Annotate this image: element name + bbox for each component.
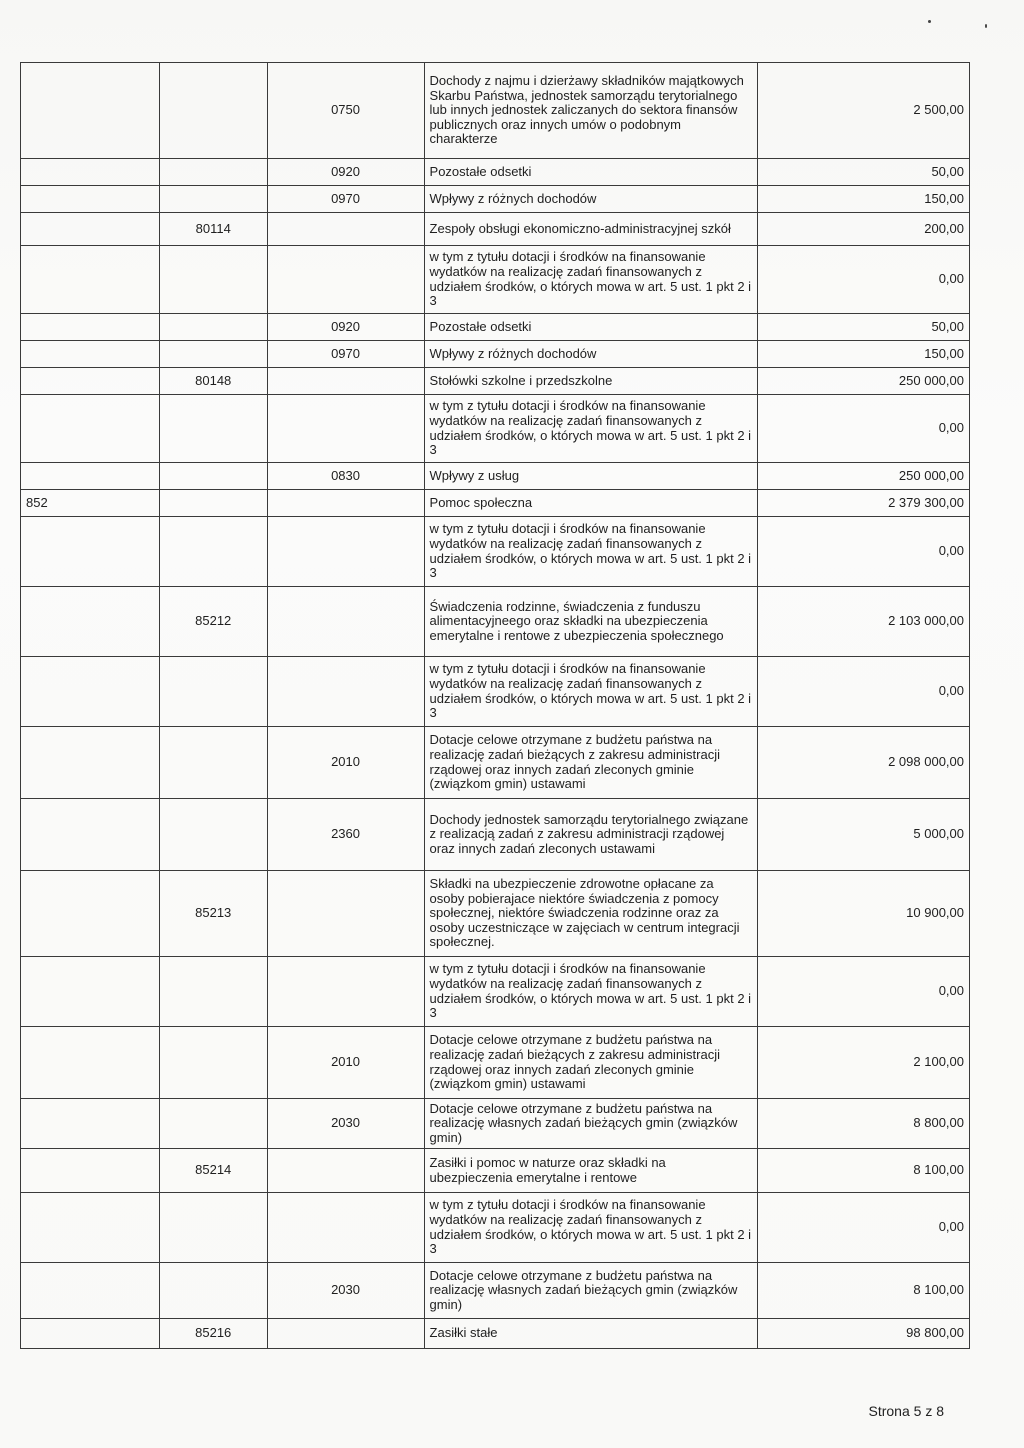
rozdzial-cell [159,1027,267,1099]
paragraf-cell [267,587,424,657]
amount-cell: 98 800,00 [757,1319,969,1349]
dzial-cell [21,799,160,871]
amount-cell: 2 500,00 [757,63,969,159]
amount-cell: 0,00 [757,1193,969,1263]
table-row [21,1149,970,1193]
table-row [21,490,970,517]
amount-cell: 50,00 [757,314,969,341]
paragraf-cell [267,1149,424,1193]
budget-income-table [20,62,970,1349]
rozdzial-cell [159,727,267,799]
paragraf-cell: 2360 [267,799,424,871]
paragraf-cell [267,1319,424,1349]
income-name-cell: Pozostałe odsetki [424,159,757,186]
scan-speck [928,20,931,23]
income-name-cell: Pomoc społeczna [424,490,757,517]
amount-cell: 0,00 [757,957,969,1027]
rozdzial-cell [159,341,267,368]
rozdzial-cell: 85216 [159,1319,267,1349]
rozdzial-cell [159,957,267,1027]
rozdzial-cell [159,799,267,871]
amount-cell: 8 800,00 [757,1099,969,1149]
rozdzial-cell [159,1263,267,1319]
paragraf-cell [267,490,424,517]
table-row [21,395,970,463]
rozdzial-cell [159,314,267,341]
dzial-cell [21,657,160,727]
amount-cell: 2 100,00 [757,1027,969,1099]
rozdzial-cell [159,186,267,213]
dzial-cell: 852 [21,490,160,517]
dzial-cell [21,314,160,341]
paragraf-cell [267,368,424,395]
rozdzial-cell [159,159,267,186]
dzial-cell [21,213,160,246]
paragraf-cell: 2030 [267,1263,424,1319]
rozdzial-cell [159,63,267,159]
paragraf-cell [267,871,424,957]
dzial-cell [21,159,160,186]
dzial-cell [21,246,160,314]
dzial-cell [21,1027,160,1099]
amount-cell: 8 100,00 [757,1149,969,1193]
table-row [21,159,970,186]
amount-cell: 250 000,00 [757,463,969,490]
amount-cell: 10 900,00 [757,871,969,957]
income-name-cell: Zespoły obsługi ekonomiczno-administracyjnej szkół [424,213,757,246]
paragraf-cell: 2010 [267,1027,424,1099]
income-name-cell: Pozostałe odsetki [424,314,757,341]
income-name-cell: Stołówki szkolne i przedszkolne [424,368,757,395]
table-row [21,213,970,246]
table-row [21,1027,970,1099]
dzial-cell [21,1149,160,1193]
rozdzial-cell [159,490,267,517]
amount-cell: 5 000,00 [757,799,969,871]
dzial-cell [21,1263,160,1319]
dzial-cell [21,957,160,1027]
paragraf-cell: 0970 [267,341,424,368]
rozdzial-cell: 80114 [159,213,267,246]
income-name-cell: Dotacje celowe otrzymane z budżetu państwa na realizację własnych zadań bieżących gmin (związków gmin) [424,1099,757,1149]
rozdzial-cell [159,517,267,587]
income-name-cell: w tym z tytułu dotacji i środków na finansowanie wydatków na realizację zadań finansowanych z udziałem środków, o których mowa w art. 5 ust. 1 pkt 2 i 3 [424,395,757,463]
dzial-cell [21,871,160,957]
dzial-cell [21,463,160,490]
dzial-cell [21,587,160,657]
amount-cell: 2 098 000,00 [757,727,969,799]
amount-cell: 2 379 300,00 [757,490,969,517]
table-row [21,63,970,159]
dzial-cell [21,368,160,395]
paragraf-cell: 0920 [267,314,424,341]
rozdzial-cell [159,246,267,314]
income-name-cell: Składki na ubezpieczenie zdrowotne opłacane za osoby pobierajace niektóre świadczenia z pomocy społecznej, niektóre świadczenia rodzinne oraz za osoby uczestniczące w zajęciach w centrum integracji społecznej. [424,871,757,957]
dzial-cell [21,1099,160,1149]
paragraf-cell [267,957,424,1027]
income-name-cell: Dochody jednostek samorządu terytorialnego związane z realizacją zadań z zakresu administracji rządowej oraz innych zadań zleconych ustawami [424,799,757,871]
income-name-cell: Wpływy z różnych dochodów [424,341,757,368]
table-row [21,1193,970,1263]
amount-cell: 250 000,00 [757,368,969,395]
amount-cell: 50,00 [757,159,969,186]
income-name-cell: w tym z tytułu dotacji i środków na finansowanie wydatków na realizację zadań finansowanych z udziałem środków, o których mowa w art. 5 ust. 1 pkt 2 i 3 [424,246,757,314]
table-row [21,341,970,368]
paragraf-cell [267,657,424,727]
table-row [21,657,970,727]
scan-speck [985,24,987,28]
table-row [21,1263,970,1319]
rozdzial-cell [159,1193,267,1263]
table-row [21,314,970,341]
page-number: Strona 5 z 8 [868,1403,944,1419]
paragraf-cell [267,246,424,314]
table-row [21,463,970,490]
amount-cell: 150,00 [757,186,969,213]
paragraf-cell [267,1193,424,1263]
rozdzial-cell: 85213 [159,871,267,957]
income-name-cell: Wpływy z usług [424,463,757,490]
table-row [21,871,970,957]
table-row [21,727,970,799]
dzial-cell [21,727,160,799]
table-row [21,587,970,657]
income-name-cell: Dotacje celowe otrzymane z budżetu państwa na realizację zadań bieżących z zakresu administracji rządowej oraz innych zadań zleconych gminie (związkom gmin) ustawami [424,727,757,799]
paragraf-cell: 0970 [267,186,424,213]
amount-cell: 2 103 000,00 [757,587,969,657]
amount-cell: 150,00 [757,341,969,368]
dzial-cell [21,517,160,587]
table-row [21,246,970,314]
income-name-cell: Wpływy z różnych dochodów [424,186,757,213]
paragraf-cell [267,213,424,246]
dzial-cell [21,395,160,463]
paragraf-cell: 0830 [267,463,424,490]
dzial-cell [21,1193,160,1263]
rozdzial-cell: 85214 [159,1149,267,1193]
dzial-cell [21,341,160,368]
income-name-cell: w tym z tytułu dotacji i środków na finansowanie wydatków na realizację zadań finansowanych z udziałem środków, o których mowa w art. 5 ust. 1 pkt 2 i 3 [424,1193,757,1263]
income-name-cell: Świadczenia rodzinne, świadczenia z funduszu alimentacyjneego oraz składki na ubezpieczenia emerytalne i rentowe z ubezpieczenia społecznego [424,587,757,657]
dzial-cell [21,1319,160,1349]
income-name-cell: w tym z tytułu dotacji i środków na finansowanie wydatków na realizację zadań finansowanych z udziałem środków, o których mowa w art. 5 ust. 1 pkt 2 i 3 [424,957,757,1027]
dzial-cell [21,63,160,159]
paragraf-cell: 0920 [267,159,424,186]
rozdzial-cell [159,1099,267,1149]
rozdzial-cell: 80148 [159,368,267,395]
amount-cell: 8 100,00 [757,1263,969,1319]
paragraf-cell: 2010 [267,727,424,799]
income-name-cell: w tym z tytułu dotacji i środków na finansowanie wydatków na realizację zadań finansowanych z udziałem środków, o których mowa w art. 5 ust. 1 pkt 2 i 3 [424,657,757,727]
paragraf-cell [267,517,424,587]
table-row [21,957,970,1027]
amount-cell: 0,00 [757,517,969,587]
rozdzial-cell [159,395,267,463]
income-name-cell: Zasiłki stałe [424,1319,757,1349]
table-row [21,799,970,871]
table-row [21,517,970,587]
table-row [21,1099,970,1149]
rozdzial-cell [159,657,267,727]
paragraf-cell [267,395,424,463]
paragraf-cell: 0750 [267,63,424,159]
income-name-cell: Dotacje celowe otrzymane z budżetu państwa na realizację własnych zadań bieżących gmin (związków gmin) [424,1263,757,1319]
income-name-cell: Zasiłki i pomoc w naturze oraz składki na ubezpieczenia emerytalne i rentowe [424,1149,757,1193]
amount-cell: 0,00 [757,395,969,463]
amount-cell: 0,00 [757,657,969,727]
table-row [21,186,970,213]
rozdzial-cell: 85212 [159,587,267,657]
dzial-cell [21,186,160,213]
amount-cell: 0,00 [757,246,969,314]
rozdzial-cell [159,463,267,490]
table-row [21,1319,970,1349]
income-name-cell: Dotacje celowe otrzymane z budżetu państwa na realizację zadań bieżących z zakresu administracji rządowej oraz innych zadań zleconych gminie (związkom gmin) ustawami [424,1027,757,1099]
paragraf-cell: 2030 [267,1099,424,1149]
amount-cell: 200,00 [757,213,969,246]
table-row [21,368,970,395]
income-name-cell: Dochody z najmu i dzierżawy składników majątkowych Skarbu Państwa, jednostek samorządu terytorialnego lub innych jednostek zaliczanych do sektora finansów publicznych oraz innych umów o podobnym charakterze [424,63,757,159]
income-name-cell: w tym z tytułu dotacji i środków na finansowanie wydatków na realizację zadań finansowanych z udziałem środków, o których mowa w art. 5 ust. 1 pkt 2 i 3 [424,517,757,587]
